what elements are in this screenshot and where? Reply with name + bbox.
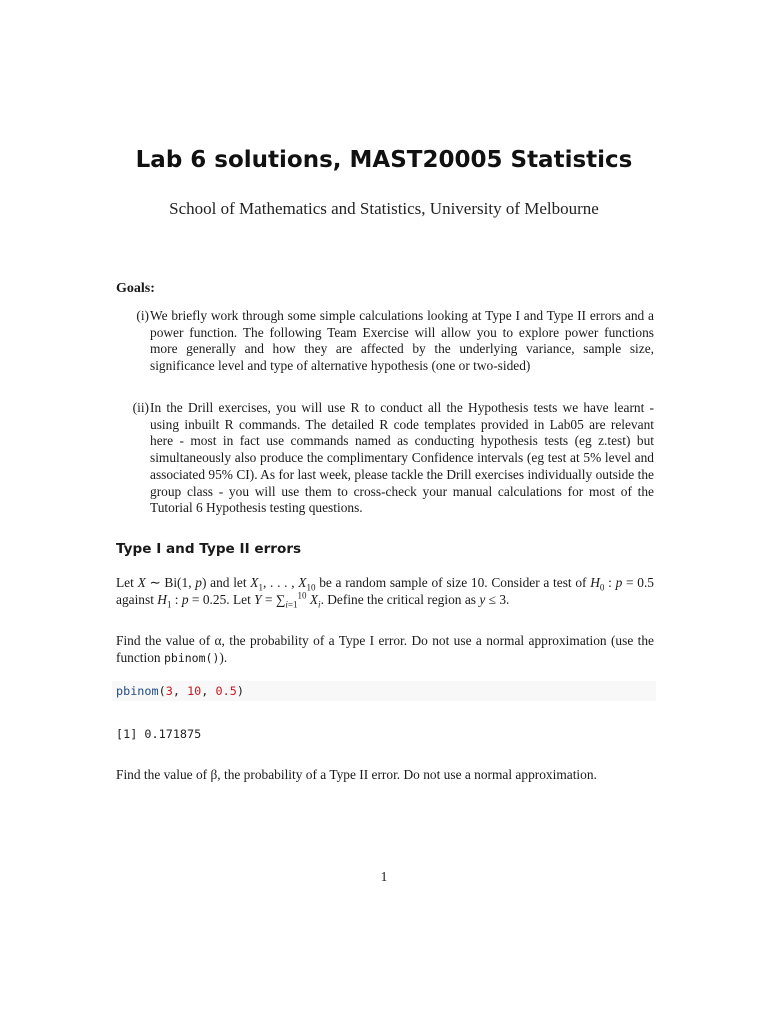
page-title: Lab 6 solutions, MAST20005 Statistics bbox=[135, 147, 633, 173]
code-number: 0.5 bbox=[215, 684, 237, 698]
alpha-question: Find the value of α, the probability of a Type I error. Do not use a normal approximation (use the function pbinom()). bbox=[116, 633, 654, 665]
goal-item bbox=[116, 400, 654, 517]
code-function: pbinom bbox=[116, 684, 159, 698]
goal-item-number: (ii) bbox=[132, 400, 149, 415]
inline-code: pbinom() bbox=[163, 650, 220, 665]
code-number: 3 bbox=[165, 684, 173, 698]
goal-item-text: We briefly work through some simple calculations looking at Type I and Type II errors and a power function. The following Team Exercise will allow you to explore power functions more generally and how they are affected by the underlying variance, sample size, significance level and type of alternative hypothesis (one or two-sided) bbox=[150, 308, 654, 374]
problem-statement: Let X ∼ Bi(1, p) and let $X_1$, . . . , $X_{10}$ be a random sample of size 10. Consider a test of $H_0$ : p = 0.5 against $H_1$ : p = 0.25. Let $Y = \sum_{i=1}^{10}$ $X_i$. Define the critical region as y ≤ 3. bbox=[116, 575, 654, 610]
goal-item-number: (i) bbox=[136, 308, 149, 323]
code-number: 10 bbox=[187, 684, 202, 698]
page-number: 1 bbox=[380, 869, 388, 884]
code-output: [1] 0.171875 bbox=[116, 727, 202, 741]
section-heading: Type I and Type II errors bbox=[116, 541, 302, 557]
beta-question: Find the value of β, the probability of a Type II error. Do not use a normal approximation. bbox=[116, 767, 597, 782]
page-subtitle: School of Mathematics and Statistics, University of Melbourne bbox=[169, 199, 599, 218]
goals-heading: Goals: bbox=[116, 281, 155, 296]
code-block: pbinom(3, 10, 0.5) bbox=[112, 681, 656, 701]
goal-item-text: In the Drill exercises, you will use R to conduct all the Hypothesis tests we have learnt - using inbuilt R commands. The detailed R code templates provided in Lab05 are relevant here - most in fact use commands named as conducting hypothesis tests (eg z.test) but simultaneously also produce the complimentary Confidence intervals (eg test at 5% level and associated 95% CI). As for last week, please tackle the Drill exercises individually outside the group class - you will use them to cross-check your manual calculations for most of the Tutorial 6 Hypothesis testing questions. bbox=[150, 400, 654, 516]
goal-item bbox=[116, 308, 654, 375]
